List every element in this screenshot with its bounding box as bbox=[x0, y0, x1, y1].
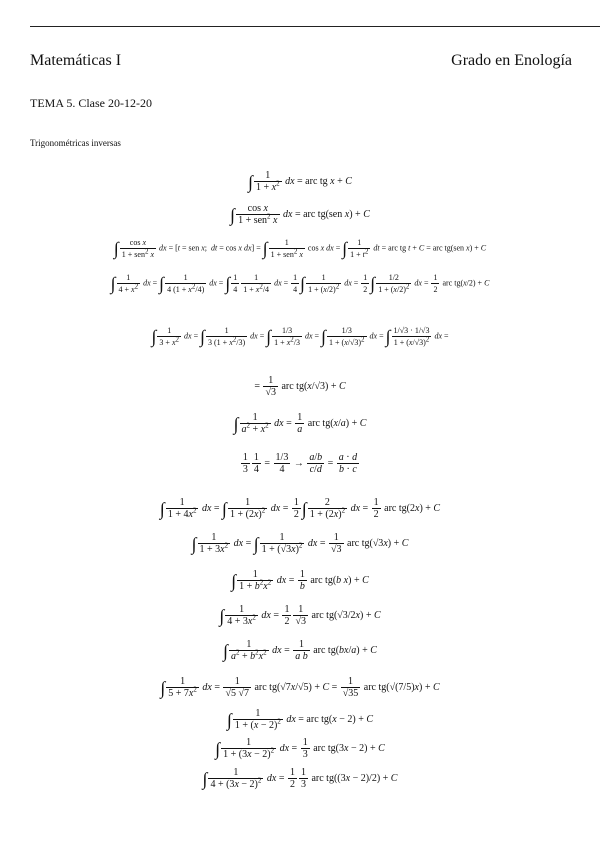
equation-17: ∫ $\frac{1}{4 + (3x - 2)^2}$ dx = $\frac{1}{2}$ $\frac{1}{3}$ arc tg((3x − 2)/2) + C bbox=[202, 767, 398, 790]
top-rule bbox=[30, 26, 600, 27]
equation-11: ∫ $\frac{1}{1 + b^2x^2}$ dx = $\frac{1}{b}$ arc tg(b x) + C bbox=[231, 569, 369, 592]
equation-3: ∫ cos x 1 + sen$^2$ x dx = [t = sen x; dt = cos x dx] = ∫ 1 1 + sen$^2$ x cos x dx = ∫ $\frac{1}{1 + t^2}$ dt = arc tg t + C = arc tg(sen x) + C bbox=[113, 238, 487, 259]
section-title: Trigonométricas inversas bbox=[30, 138, 121, 148]
equation-12: ∫ $\frac{1}{4 + 3x^2}$ dx = $\frac{1}{2}$ $\frac{1}{√3}$ arc tg(√3/2x) + C bbox=[219, 604, 381, 627]
equation-1: ∫ $\frac{1}{1 + x^2}$ dx = arc tg x + C bbox=[248, 170, 352, 193]
equation-15: ∫ $\frac{1}{1 + (x - 2)^2}$ dx = arc tg(x − 2) + C bbox=[226, 708, 373, 731]
course-title: Matemáticas I bbox=[30, 52, 122, 69]
lesson-title: TEMA 5. Clase 20-12-20 bbox=[30, 96, 152, 110]
equation-2: ∫ cos x 1 + sen$^2$ x dx = arc tg(sen x) + C bbox=[230, 203, 370, 226]
equation-7: ∫ $\frac{1}{a^2 + x^2}$ dx = $\frac{1}{a}$ arc tg(x/a) + C bbox=[233, 412, 367, 435]
equation-5: ∫ $\frac{1}{3 + x^2}$ dx = ∫ $\frac{1}{3 (1 + x^2/3)}$ dx = ∫ $\frac{1/3}{1 + x^2/3}$ dx = ∫ $\frac{1/3}{1 + (x/√3)^2}$ dx = ∫ $\frac{1/√3 \cdot 1/√3}{1 + (x/√3)^2}$ dx = bbox=[151, 326, 449, 347]
equation-9: ∫ $\frac{1}{1 + 4x^2}$ dx = ∫ $\frac{1}{1 + (2x)^2}$ dx = $\frac{1}{2}$ ∫ $\frac{2}{1 + (2x)^2}$ dx = $\frac{1}{2}$ arc tg(2x) + C bbox=[159, 497, 441, 520]
equation-10: ∫ $\frac{1}{1 + 3x^2}$ dx = ∫ $\frac{1}{1 + (√3x)^2}$ dx = $\frac{1}{√3}$ arc tg(√3x) + C bbox=[191, 532, 409, 555]
equation-16: ∫ $\frac{1}{1 + (3x - 2)^2}$ dx = $\frac{1}{3}$ arc tg(3x − 2) + C bbox=[215, 737, 385, 760]
equation-14: ∫ $\frac{1}{5 + 7x^2}$ dx = $\frac{1}{√5 √7}$ arc tg(√7x/√5) + C = $\frac{1}{√35}$ arc tg(√(7/5)x) + C bbox=[160, 676, 440, 699]
degree-title: Grado en Enología bbox=[451, 52, 572, 69]
equation-13: ∫ $\frac{1}{a^2 + b^2x^2}$ dx = $\frac{1}{\text{a b}}$ arc tg(bx/a) + C bbox=[223, 639, 377, 662]
equation-6: = $\frac{1}{√3}$ arc tg(x/√3) + C bbox=[254, 375, 346, 398]
equation-4: ∫ $\frac{1}{4 + x^2}$ dx = ∫ $\frac{1}{4 (1 + x^2/4)}$ dx = ∫ $\frac{1}{4}$ $\frac{1}{1 + x^2/4}$ dx = $\frac{1}{4}$ ∫ $\frac{1}{1 + (x/2)^2}$ dx = $\frac{1}{2}$ ∫ $\frac{1/2}{1 + (x/2)^2}$ dx = $\frac{1}{2}$ arc tg(x/2) + C bbox=[110, 273, 490, 294]
equation-8: $\frac{1}{3}$ $\frac{1}{4}$ = $\frac{1/3}{4}$ → $\frac{a/b}{c/d}$ = $\frac{a \cdot d}{b \cdot c}$ bbox=[242, 452, 358, 475]
